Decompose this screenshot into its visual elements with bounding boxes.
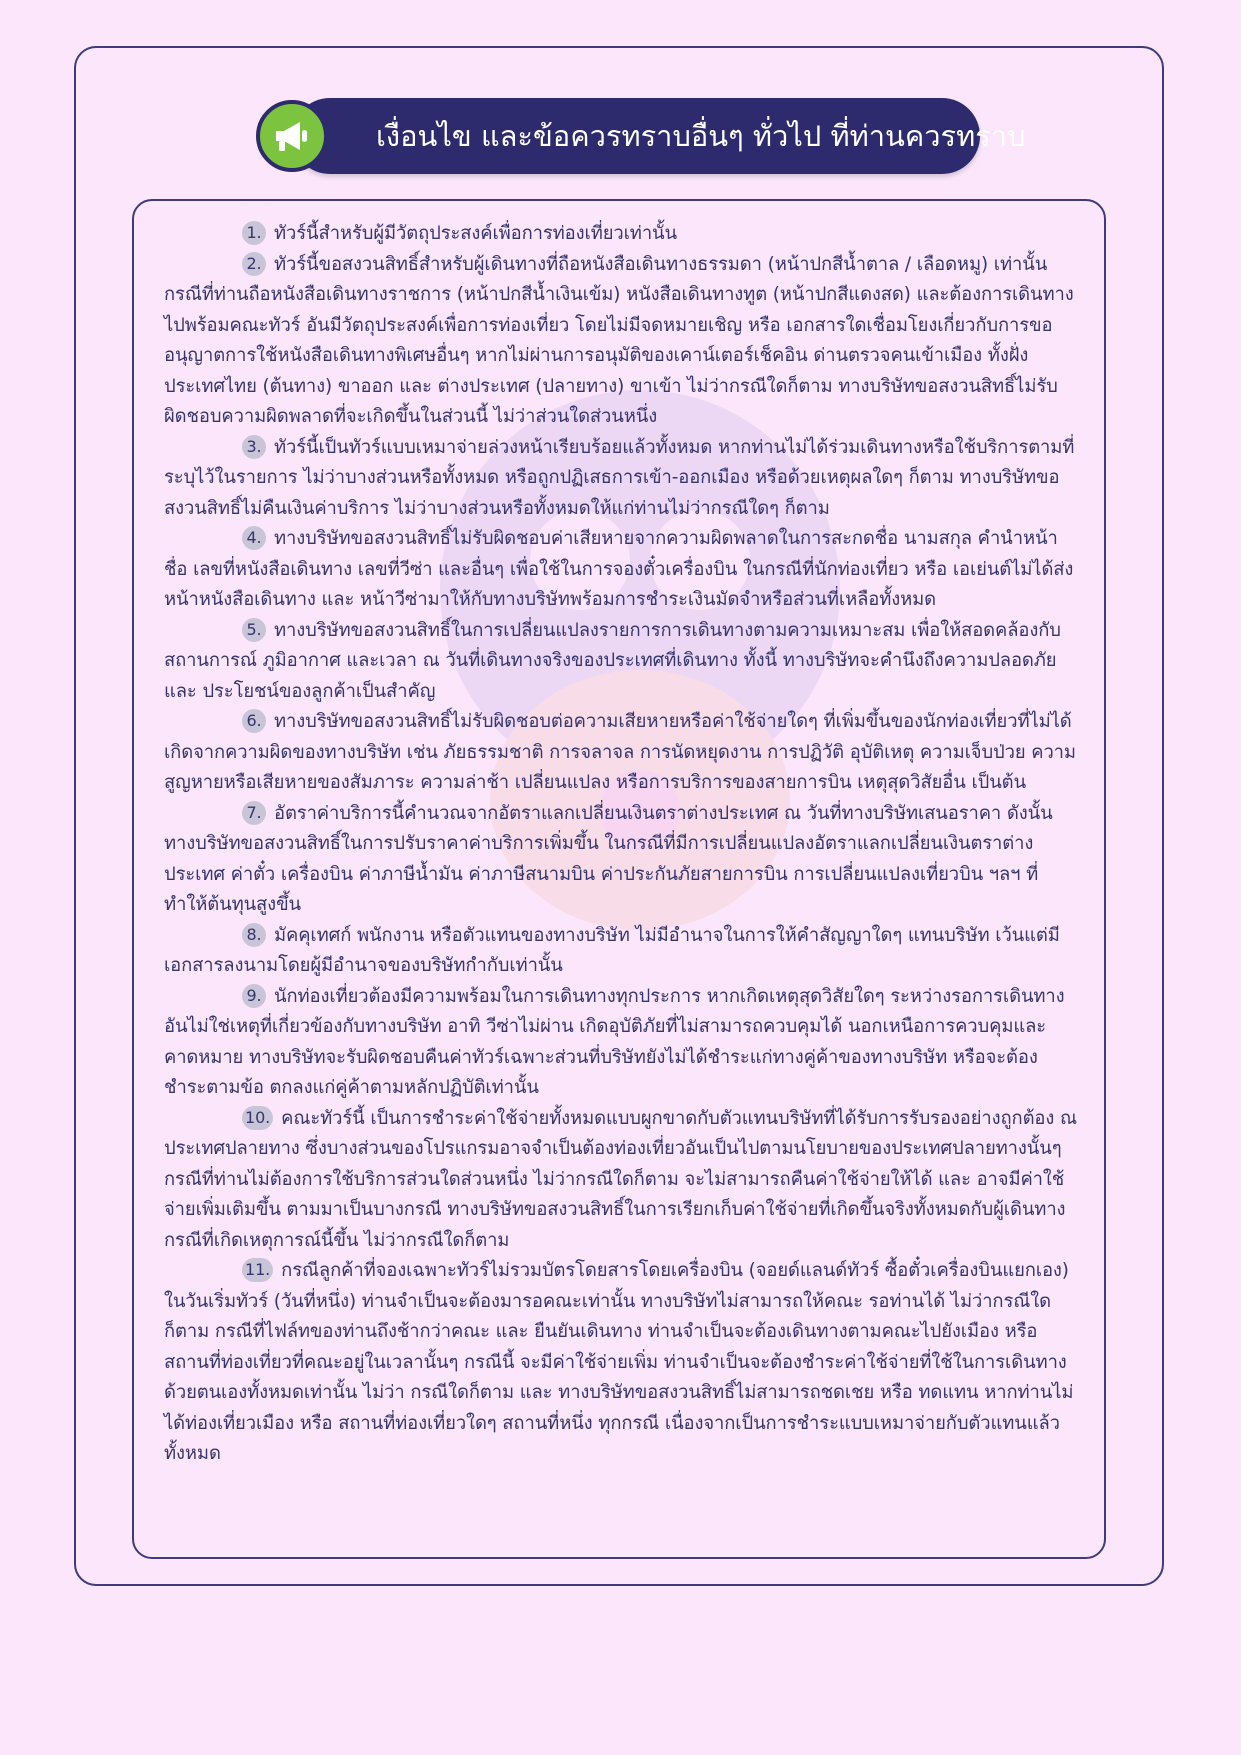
clause-text: ทัวร์นี้สำหรับผู้มีวัตถุประสงค์เพื่อการท่องเที่ยวเท่านั้น	[274, 223, 677, 244]
clause-7	[164, 799, 1078, 921]
clause-text: ทางบริษัทขอสงวนสิทธิ์ไม่รับผิดชอบค่าเสียหายจากความผิดพลาดในการสะกดชื่อ นามสกุล คำนำหน้าชื่อ เลขที่หนังสือเดินทาง เลขที่วีซ่า และอื่นๆ เพื่อใช้ในการจองตั๋วเครื่องบิน ในกรณีที่นักท่องเที่ยว หรือ เอเย่นต์ไม่ได้ส่งหน้าหนังสือเดินทาง และ หน้าวีซ่ามาให้กับทางบริษัทพร้อมการชำระเงินมัดจำหรือส่วนที่เหลือทั้งหมด	[164, 528, 1074, 610]
header-title: เงื่อนไข และข้อควรทราบอื่นๆ ทั่วไป ที่ท่านควรทราบ	[376, 119, 1026, 153]
clause-number: 4.	[242, 526, 266, 550]
clause-text: อัตราค่าบริการนี้คำนวณจากอัตราแลกเปลี่ยนเงินตราต่างประเทศ ณ วันที่ทางบริษัทเสนอราคา ดังนั้น ทางบริษัทขอสงวนสิทธิ์ในการปรับราคาค่าบริการเพิ่มขึ้น ในกรณีที่มีการเปลี่ยนแปลงอัตราแลกเปลี่ยนเงินตราต่างประเทศ ค่าตั๋ว เครื่องบิน ค่าภาษีน้ำมัน ค่าภาษีสนามบิน ค่าประกันภัยสายการบิน การเปลี่ยนแปลงเที่ยวบิน ฯลฯ ที่ทำให้ต้นทุนสูงขึ้น	[164, 802, 1053, 915]
clause-5	[164, 616, 1078, 708]
clause-text: ทางบริษัทขอสงวนสิทธิ์ไม่รับผิดชอบต่อความเสียหายหรือค่าใช้จ่ายใดๆ ที่เพิ่มขึ้นของนักท่องเที่ยวที่ไม่ได้เกิดจากความผิดของทางบริษัท เช่น ภัยธรรมชาติ การจลาจล การนัดหยุดงาน การปฏิวัติ อุบัติเหตุ ความเจ็บป่วย ความสูญหายหรือเสียหายของสัมภาระ ความล่าช้า เปลี่ยนแปลง หรือการบริการของสายการบิน เหตุสุดวิสัยอื่น เป็นต้น	[164, 711, 1076, 793]
clause-text: ทัวร์นี้เป็นทัวร์แบบเหมาจ่ายล่วงหน้าเรียบร้อยแล้วทั้งหมด หากท่านไม่ได้ร่วมเดินทางหรือใช้บริการตามที่ระบุไว้ในรายการ ไม่ว่าบางส่วนหรือทั้งหมด หรือถูกปฏิเสธการเข้า-ออกเมือง หรือด้วยเหตุผลใดๆ ก็ตาม ทางบริษัทขอสงวนสิทธิ์ไม่คืนเงินค่าบริการ ไม่ว่าบางส่วนหรือทั้งหมดให้แก่ท่านไม่ว่ากรณีใดๆ ก็ตาม	[164, 436, 1075, 519]
clause-text: มัคคุเทศก์ พนักงาน หรือตัวแทนของทางบริษัท ไม่มีอำนาจในการให้คำสัญญาใดๆ แทนบริษัท เว้นแต่มีเอกสารลงนามโดยผู้มีอำนาจของบริษัทกำกับเท่านั้น	[164, 924, 1060, 976]
clause-number: 2.	[242, 252, 266, 276]
clause-number: 9.	[242, 984, 266, 1008]
clause-text: ทัวร์นี้ขอสงวนสิทธิ์สำหรับผู้เดินทางที่ถือหนังสือเดินทางธรรมดา (หน้าปกสีน้ำตาล / เลือดหมู) เท่านั้น กรณีที่ท่านถือหนังสือเดินทางราชการ (หน้าปกสีน้ำเงินเข้ม) หนังสือเดินทางทูต (หน้าปกสีแดงสด) และต้องการเดินทางไปพร้อมคณะทัวร์ อันมีวัตถุประสงค์เพื่อการท่องเที่ยว โดยไม่มีจดหมายเชิญ หรือ เอกสารใดเชื่อมโยงเกี่ยวกับการขออนุญาตการใช้หนังสือเดินทางพิเศษอื่นๆ หากไม่ผ่านการอนุมัติของเคาน์เตอร์เช็คอิน ด่านตรวจคนเข้าเมือง ทั้งฝั่งประเทศไทย (ต้นทาง) ขาออก และ ต่างประเทศ (ปลายทาง) ขาเข้า ไม่ว่ากรณีใดก็ตาม ทางบริษัทขอสงวนสิทธิ์ไม่รับผิดชอบความผิดพลาดที่จะเกิดขึ้นในส่วนนี้ ไม่ว่าส่วนใดส่วนหนึ่ง	[164, 253, 1074, 427]
clause-1	[164, 219, 1078, 250]
clause-text: ทางบริษัทขอสงวนสิทธิ์ในการเปลี่ยนแปลงรายการการเดินทางตามความเหมาะสม เพื่อให้สอดคล้องกับ สถานการณ์ ภูมิอากาศ และเวลา ณ วันที่เดินทางจริงของประเทศที่เดินทาง ทั้งนี้ ทางบริษัทจะคำนึงถึงความปลอดภัย และ ประโยชน์ของลูกค้าเป็นสำคัญ	[164, 619, 1061, 702]
clause-number: 5.	[242, 618, 266, 642]
clause-8	[164, 921, 1078, 982]
clause-number: 10.	[242, 1106, 273, 1130]
clause-number: 11.	[242, 1258, 273, 1282]
clause-text: นักท่องเที่ยวต้องมีความพร้อมในการเดินทางทุกประการ หากเกิดเหตุสุดวิสัยใดๆ ระหว่างรอการเดินทาง อันไม่ใช่เหตุที่เกี่ยวข้องกับทางบริษัท อาทิ วีซ่าไม่ผ่าน เกิดอุบัติภัยที่ไม่สามารถควบคุมได้ นอกเหนือการควบคุมและคาดหมาย ทางบริษัทจะรับผิดชอบคืนค่าทัวร์เฉพาะส่วนที่บริษัทยังไม่ได้ชำระแก่ทางคู่ค้าของทางบริษัท หรือจะต้องชำระตามข้อ ตกลงแก่คู่ค้าตามหลักปฏิบัติเท่านั้น	[164, 985, 1065, 1098]
clause-text: คณะทัวร์นี้ เป็นการชำระค่าใช้จ่ายทั้งหมดแบบผูกขาดกับตัวแทนบริษัทที่ได้รับการรับรองอย่างถูกต้อง ณ ประเทศปลายทาง ซึ่งบางส่วนของโปรแกรมอาจจำเป็นต้องท่องเที่ยวอันเป็นไปตามนโยบายของประเทศปลายทางนั้นๆ กรณีที่ท่านไม่ต้องการใช้บริการส่วนใดส่วนหนึ่ง ไม่ว่ากรณีใดก็ตาม จะไม่สามารถคืนค่าใช้จ่ายให้ได้ และ อาจมีค่าใช้จ่ายเพิ่มเติมขึ้น ตามมาเป็นบางกรณี ทางบริษัทขอสงวนสิทธิ์ในการเรียกเก็บค่าใช้จ่ายที่เกิดขึ้นจริงทั้งหมดกับผู้เดินทาง กรณีที่เกิดเหตุการณ์นี้ขึ้น ไม่ว่ากรณีใดก็ตาม	[164, 1107, 1077, 1251]
clause-6	[164, 707, 1078, 799]
header-banner	[256, 98, 1026, 174]
clause-number: 6.	[242, 709, 266, 733]
clause-3	[164, 433, 1078, 525]
clause-2	[164, 250, 1078, 433]
clause-11	[164, 1256, 1078, 1470]
megaphone-icon	[270, 114, 314, 158]
clause-number: 8.	[242, 923, 266, 947]
clause-text: กรณีลูกค้าที่จองเฉพาะทัวร์ไม่รวมบัตรโดยสารโดยเครื่องบิน (จอยด์แลนด์ทัวร์ ซื้อตั๋วเครื่องบินแยกเอง) ในวันเริ่มทัวร์ (วันที่หนึ่ง) ท่านจำเป็นจะต้องมารอคณะเท่านั้น ทางบริษัทไม่สามารถให้คณะ รอท่านได้ ไม่ว่ากรณีใดก็ตาม กรณีที่ไฟล์ทของท่านถึงช้ากว่าคณะ และ ยืนยันเดินทาง ท่านจำเป็นจะต้องเดินทางตามคณะไปยังเมือง หรือ สถานที่ท่องเที่ยวที่คณะอยู่ในเวลานั้นๆ กรณีนี้ จะมีค่าใช้จ่ายเพิ่ม ท่านจำเป็นจะต้องชำระค่าใช้จ่ายที่ใช้ในการเดินทางด้วยตนเองทั้งหมดเท่านั้น ไม่ว่า กรณีใดก็ตาม และ ทางบริษัทขอสงวนสิทธิ์ไม่สามารถชดเชย หรือ ทดแทน หากท่านไม่ได้ท่องเที่ยวเมือง หรือ สถานที่ท่องเที่ยวใดๆ สถานที่หนึ่ง ทุกกรณี เนื่องจากเป็นการชำระแบบเหมาจ่ายกับตัวแทนแล้วทั้งหมด	[164, 1260, 1074, 1464]
clause-4	[164, 524, 1078, 616]
header-pill	[292, 98, 1026, 174]
clause-number: 7.	[242, 801, 266, 825]
megaphone-badge	[256, 100, 328, 172]
clause-number: 1.	[242, 221, 266, 245]
clause-number: 3.	[242, 435, 266, 459]
clause-9	[164, 982, 1078, 1104]
clause-10	[164, 1104, 1078, 1257]
terms-box	[132, 199, 1106, 1559]
